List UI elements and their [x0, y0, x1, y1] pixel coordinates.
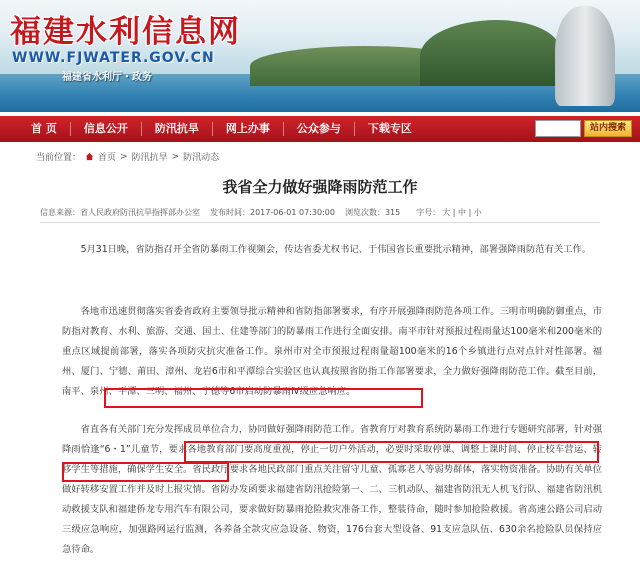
article-paragraph-1: 5月31日晚，省防指召开全省防暴雨工作视频会，传达省委尤权书记、于伟国省长重要批示精神，部署强降雨防范有关工作。: [80, 244, 592, 255]
nav-item-info-disclosure[interactable]: 信息公开: [83, 122, 128, 135]
site-search: [535, 120, 632, 137]
breadcrumb-label: 当前位置：: [36, 153, 82, 163]
paragraph-3-rest: 省民政厅要求各地民政部门重点关注留守儿童、孤寡老人等弱势群体，落实物资准备。协助有关单位做好转移安置工作并及时上报灾情。省防办发函要求福建省防汛抢险第一、二、三机动队、福建省防汛无人机飞行队、福建省防汛机动救援支队和福建侨龙专用汽车有限公司，要求做好防暴雨抢险救灾准备工作，整装待命，随时参加抢险救援。省高速公路公司启动三级应急响应，加强路网运行监测，各养备全款灾应急设备、物资，176台套大型设备、91支应急队伍、630余名抢险队员保持应急待命。: [62, 464, 602, 555]
site-logo-title[interactable]: 福建水利信息网: [10, 14, 241, 50]
breadcrumb-item-flood-news[interactable]: 防汛动态: [183, 153, 220, 163]
main-nav: [0, 116, 640, 142]
breadcrumb-item-flood-control[interactable]: 防汛抗旱: [131, 153, 168, 163]
article-views: 浏览次数：315: [344, 208, 401, 217]
highlighted-response-text: 南平、泉州、平潭、三明、福州、宁德等6市启动防暴雨Ⅳ级应急响应。: [62, 386, 356, 397]
breadcrumb-item-home[interactable]: 首页: [98, 153, 117, 163]
nav-item-public-participation[interactable]: 公众参与: [296, 122, 341, 135]
nav-item-downloads[interactable]: 下载专区: [367, 122, 412, 135]
search-button[interactable]: 站内搜索: [584, 120, 632, 137]
highlighted-school-measures: 要求各地教育部门要高度重视，停止一切户外活动，必要时采取停课、调整上课时间、停止校车营运、转移学生等措施，确保学生安全。: [62, 444, 602, 475]
search-input[interactable]: [535, 120, 581, 137]
nav-item-home[interactable]: 首 页: [31, 122, 57, 135]
site-banner: [0, 0, 640, 112]
article-title: 我省全力做好强降雨防范工作: [222, 178, 418, 196]
article-date: 发布时间：2017-06-01 07:30:00: [210, 208, 335, 217]
article-meta: [40, 207, 600, 218]
meta-divider: [40, 222, 600, 223]
paragraph-3-text: 省直各有关部门充分发挥成员单位合力，协同做好强降雨防范工作。省教育厅对教育系统防暴雨工作进行专题研究部署，针对强降雨恰逢“6・1”儿童节，: [62, 424, 602, 455]
banner-statue-image: [555, 6, 615, 106]
red-highlight-box: [62, 462, 229, 482]
site-url: WWW.FJWATER.GOV.CN: [12, 50, 215, 66]
article-paragraph-2: [62, 302, 602, 402]
banner-hill-image: [420, 20, 560, 86]
nav-item-flood-control[interactable]: 防汛抗旱: [154, 122, 199, 135]
article-source: 信息来源：省人民政府防汛抗旱指挥部办公室: [40, 208, 200, 217]
home-icon: [85, 152, 94, 161]
breadcrumb-separator: >: [171, 151, 180, 162]
font-size-options[interactable]: 大 | 中 | 小: [442, 208, 482, 217]
font-size-label: 字号：: [416, 208, 441, 217]
site-host: 福建省水利厅・政务: [62, 72, 152, 83]
breadcrumb-separator: >: [120, 151, 128, 162]
breadcrumb: [36, 150, 219, 163]
paragraph-2-text: 各地市迅速贯彻落实省委省政府主要领导批示精神和省防指部署要求，有序开展强降雨防范各项工作。三明市明确防御重点，市防指对教育、水利、旅游、交通、国土、住建等部门的防暴雨工作进行全面安排。南平市针对预报过程雨量达100毫米和200毫米的重点区域提前部署，落实各项防灾抗灾准备工作。泉州市对全市预报过程雨量超100毫米的16个乡镇进行点对点针对性部署。福州、厦门、宁德、莆田、漳州、龙岩6市和平潭综合实验区也认真按照省防指工作部署要求，全力做好强降雨防范工作。截至目前，: [62, 306, 602, 377]
red-highlight-box: [104, 388, 423, 408]
nav-item-online-services[interactable]: 网上办事: [225, 122, 270, 135]
red-highlight-box: [184, 441, 599, 463]
